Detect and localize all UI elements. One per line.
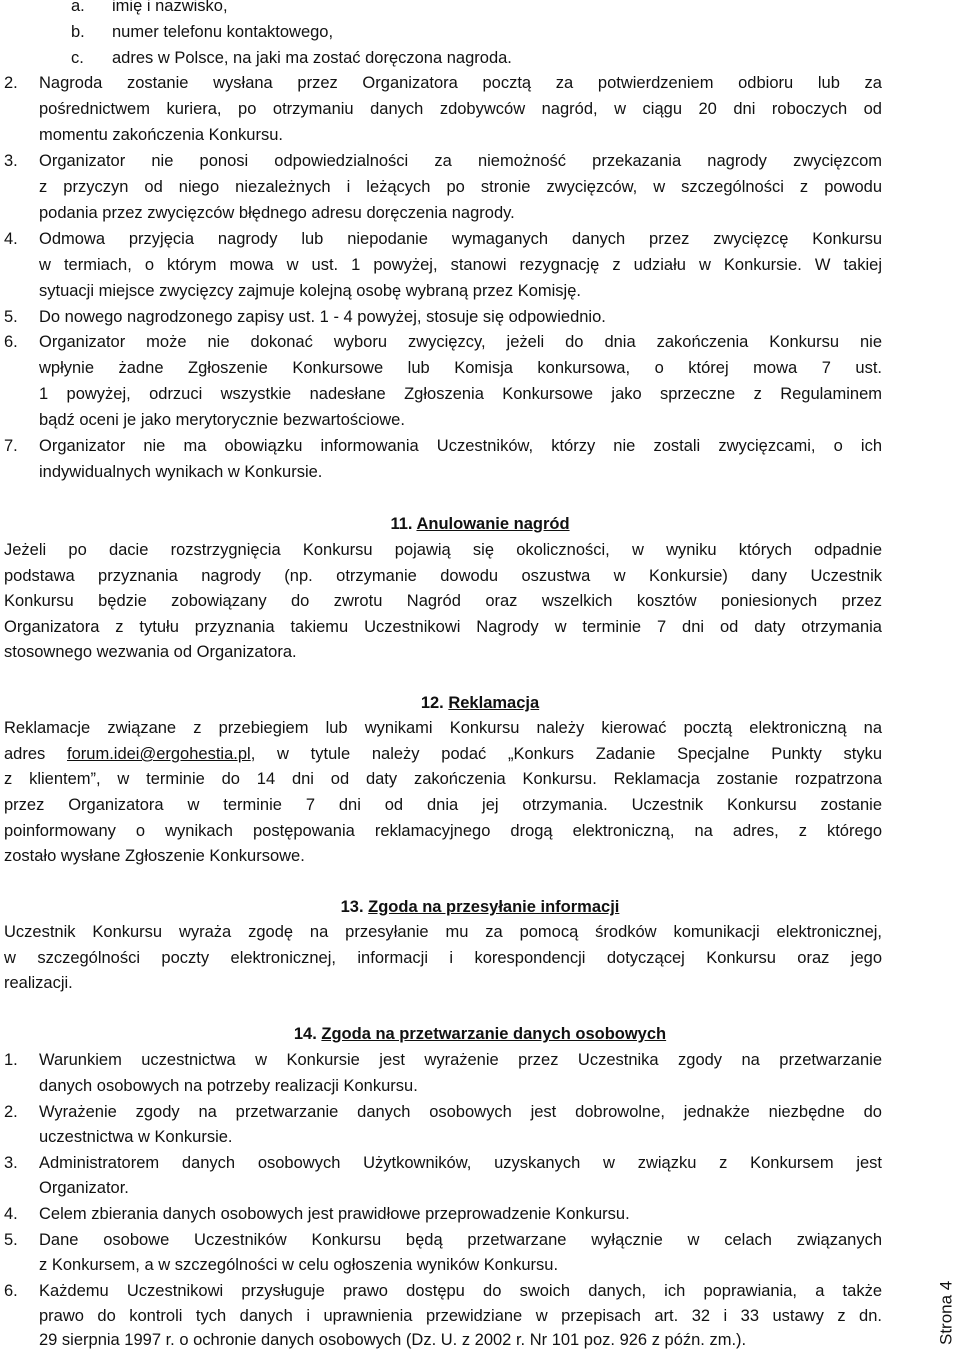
heading-number: 11. [390,515,413,533]
list-number: 6. [4,1282,18,1300]
list-number: 4. [4,1205,18,1223]
paragraph-line: przez Organizatora w terminie 7 dni od dnia jej otrzymania. Uczestnik Konkursu zostanie [4,796,882,814]
paragraph-line: Organizator może nie dokonać wyboru zwycięzcy, jeżeli do dnia zakończenia Konkursu nie [39,333,882,351]
list-item-line: z Konkursem, a w szczególności w celu ogłoszenia wyników Konkursu. [39,1256,559,1274]
section-heading-13 [0,897,960,917]
list-item-line: Administratorem danych osobowych Użytkowników, uzyskanych w związku z Konkursem jest [39,1154,882,1172]
paragraph-line: Konkursu będzie zobowiązany do zwrotu Nagród oraz wszelkich kosztów poniesionych przez [4,592,882,610]
paragraph-line: zostało wysłane Zgłoszenie Konkursowe. [4,847,305,865]
list-number: 2. [4,1103,18,1121]
list-marker: b. [71,23,85,41]
paragraph-line: realizacji. [4,974,73,992]
paragraph-line: bądź oceni je jako merytorycznie bezwartościowe. [39,411,405,429]
email-link[interactable]: forum.idei@ergohestia.pl [67,745,251,763]
list-marker: c. [71,49,84,67]
paragraph-line: Do nowego nagrodzonego zapisy ust. 1 - 4 powyżej, stosuje się odpowiednio. [39,308,606,326]
paragraph-number: 2. [4,74,18,92]
list-item-line: Celem zbierania danych osobowych jest prawidłowe przeprowadzenie Konkursu. [39,1205,630,1223]
paragraph-line: stosownego wezwania od Organizatora. [4,643,297,661]
paragraph-line: Reklamacje związane z przebiegiem lub wynikami Konkursu należy kierować pocztą elektroniczną na [4,719,882,737]
list-item-line: Każdemu Uczestnikowi przysługuje prawo dostępu do swoich danych, ich poprawiania, a także [39,1282,882,1300]
paragraph-line: momentu zakończenia Konkursu. [39,126,283,144]
list-item: imię i nazwisko, [112,0,228,15]
paragraph-line: Jeżeli po dacie rozstrzygnięcia Konkursu pojawią się okoliczności, w wyniku których odpadnie [4,541,882,559]
list-item-line: Dane osobowe Uczestników Konkursu będą przetwarzane wyłącznie w celach związanych [39,1231,882,1249]
paragraph-line: pośrednictwem kuriera, po otrzymaniu danych zdobywców nagród, w ciągu 20 dni roboczych od [39,100,882,118]
paragraph-number: 5. [4,308,18,326]
list-item-line: prawo do kontroli tych danych i uprawnienia przewidziane w przepisach art. 32 i 33 ustawy z dn. [39,1307,882,1325]
heading-title: Zgoda na przetwarzanie danych osobowych [321,1025,667,1043]
paragraph-line: podstawa przyznania nagrody (np. otrzymanie dowodu oszustwa w Konkursie) dany Uczestnik [4,567,882,585]
paragraph-line: sytuacji miejsce zwycięzcy zajmuje kolejną osobę wybraną przez Komisję. [39,282,581,300]
paragraph-number: 7. [4,437,18,455]
paragraph-line: z klientem”, w terminie do 14 dni od daty zakończenia Konkursu. Reklamacja zostanie rozpatrzona [4,770,882,788]
list-marker: a. [71,0,85,15]
paragraph-line: poinformowany o wynikach postępowania reklamacyjnego drogą elektroniczną, na adres, z którego [4,822,882,840]
paragraph-number: 3. [4,152,18,170]
list-number: 5. [4,1231,18,1249]
text-fragment: , w tytule należy podać „Konkurs Zadanie Specjalne Punkty styku [250,745,883,763]
paragraph-number: 4. [4,230,18,248]
paragraph-line: 1 powyżej, odrzuci wszystkie nadesłane Zgłoszenia Konkursowe jako sprzeczne z Regulaminem [39,385,882,403]
paragraph-line: z przyczyn od niego niezależnych i leżących po stronie zwycięzców, w szczególności z powodu [39,178,882,196]
list-item-line: Warunkiem uczestnictwa w Konkursie jest wyrażenie przez Uczestnika zgody na przetwarzanie [39,1051,882,1069]
heading-title: Anulowanie nagród [416,515,570,533]
paragraph-line: Organizator nie ponosi odpowiedzialności za niemożność przekazania nagrody zwycięzcom [39,152,882,170]
paragraph-line: podania przez zwycięzców błędnego adresu doręczenia nagrody. [39,204,515,222]
list-item-line: Organizator. [39,1179,129,1197]
paragraph-line: w szczególności poczty elektronicznej, informacji i korespondencji dotyczącej Konkursu oraz jego [4,949,882,967]
list-number: 3. [4,1154,18,1172]
paragraph-number: 6. [4,333,18,351]
paragraph-line: Organizatora z tytułu przyznania takiemu Uczestnikowi Nagrody w terminie 7 dni od daty otrzymania [4,618,882,636]
list-item-line: 29 sierpnia 1997 r. o ochronie danych osobowych (Dz. U. z 2002 r. Nr 101 poz. 926 z późn. zm.). [39,1331,747,1349]
heading-number: 14. [293,1025,317,1043]
heading-title: Zgoda na przesyłanie informacji [368,898,620,916]
list-item-line: danych osobowych na potrzeby realizacji Konkursu. [39,1077,418,1095]
paragraph-line: Uczestnik Konkursu wyraża zgodę na przesyłanie mu za pomocą środków komunikacji elektronicznej, [4,923,882,941]
paragraph-line: wpłynie żadne Zgłoszenie Konkursowe lub Komisja konkursowa, o której mowa 7 ust. [39,359,882,377]
paragraph-line: indywidualnych wynikach w Konkursie. [39,463,323,481]
section-heading-12 [0,693,960,713]
list-item: numer telefonu kontaktowego, [112,23,334,41]
heading-title: Reklamacja [448,694,540,712]
list-number: 1. [4,1051,18,1069]
paragraph-line: Organizator nie ma obowiązku informowania Uczestników, którzy nie zostali zwycięzcami, o ich [39,437,882,455]
paragraph-line: w termiach, o którym mowa w ust. 1 powyżej, stanowi rezygnację z udziału w Konkursie. W takiej [39,256,882,274]
section-heading-14 [0,1024,960,1044]
text-fragment: adres [4,745,68,763]
paragraph-line: Odmowa przyjęcia nagrody lub niepodanie wymaganych danych przez zwycięzcę Konkursu [39,230,882,248]
list-item-line: Wyrażenie zgody na przetwarzanie danych osobowych jest dobrowolne, jednakże niezbędne do [39,1103,882,1121]
list-item-line: uczestnictwa w Konkursie. [39,1128,233,1146]
heading-number: 12. [420,694,444,712]
paragraph-line: Nagroda zostanie wysłana przez Organizatora pocztą za potwierdzeniem odbioru lub za [39,74,882,92]
page-number-label: Strona 4 [936,1280,955,1345]
list-item: adres w Polsce, na jaki ma zostać doręczona nagroda. [112,49,512,67]
paragraph-line-with-link [4,744,882,764]
heading-number: 13. [340,898,364,916]
section-heading-11 [0,514,960,534]
